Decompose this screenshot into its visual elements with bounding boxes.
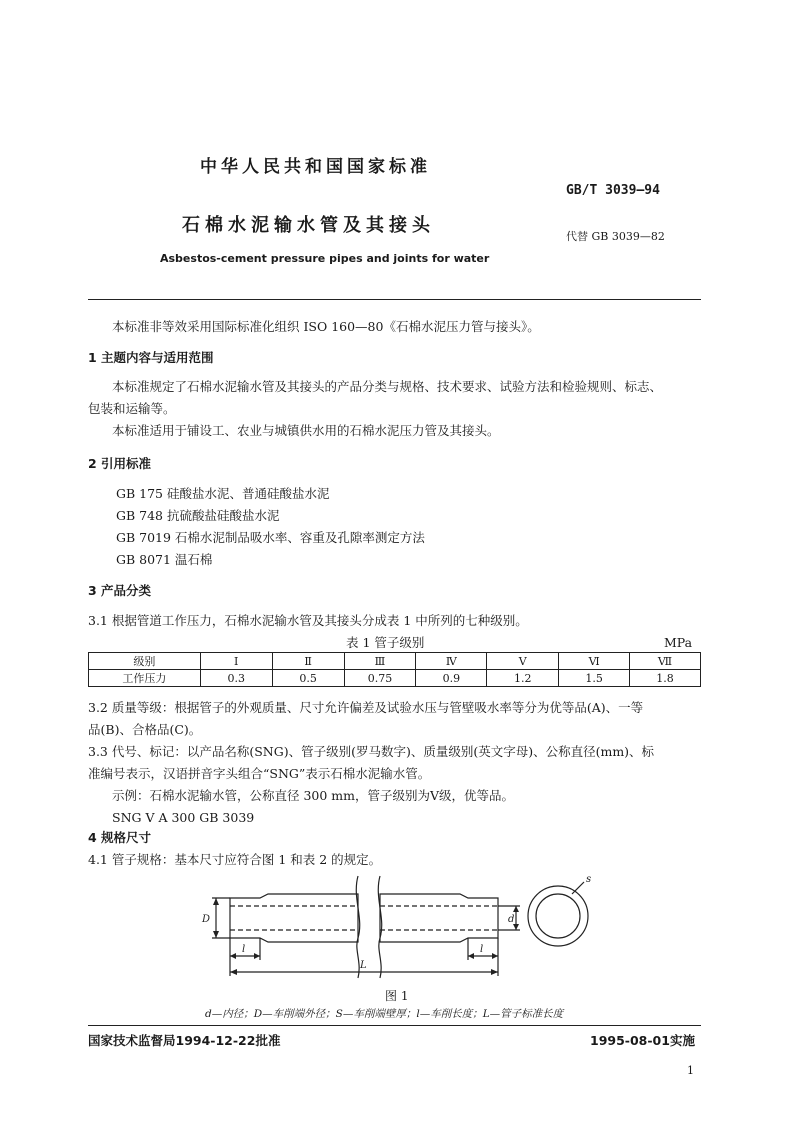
effective-date: 1995-08-01实施 [590,1033,695,1048]
label-L: L [360,960,367,971]
table-cell: 1.2 [487,670,559,687]
header-divider [88,299,701,300]
label-l-right: l [480,944,484,955]
table-header-cell: Ⅳ [416,653,487,670]
reference-item: GB 7019 石棉水泥制品吸水率、容重及孔隙率测定方法 [116,530,425,545]
table-1-title: 表 1 管子级别 [346,635,425,650]
table-cell: 1.5 [559,670,630,687]
section-1-paragraph-2: 本标准适用于铺设工、农业与城镇供水用的石棉水泥压力管及其接头。 [112,423,500,438]
section-outer-circle [528,886,588,946]
clause-3-3-marking: SNG Ⅴ A 300 GB 3039 [112,810,255,825]
table-header-cell: 级别 [89,653,201,670]
label-d: d [508,914,515,925]
section-2-heading: 2 引用标准 [88,456,152,471]
page-number: 1 [687,1064,694,1077]
table-cell: 工作压力 [89,670,201,687]
table-1-unit: MPa [664,635,693,650]
section-inner-circle [536,894,580,938]
section-1-heading: 1 主题内容与适用范围 [88,350,214,365]
table-cell: 1.8 [630,670,701,687]
table-header-cell: Ⅲ [344,653,416,670]
pipe-grade-table [88,652,701,687]
clause-3-3-example: 示例：石棉水泥输水管，公称直径 300 mm，管子级别为Ⅴ级，优等品。 [112,788,515,803]
reference-item: GB 175 硅酸盐水泥、普通硅酸盐水泥 [116,486,330,501]
table-header-cell: Ⅴ [487,653,559,670]
table-cell: 0.9 [416,670,487,687]
clause-3-1: 3.1 根据管道工作压力，石棉水泥输水管及其接头分成表 1 中所列的七种级别。 [88,613,528,628]
footer-divider [88,1025,701,1026]
clause-3-3-line-2: 准编号表示，汉语拼音字头组合“SNG”表示石棉水泥输水管。 [88,766,431,781]
pipe-right-body [380,894,498,942]
label-s: s [586,874,592,885]
document-title: 石棉水泥输水管及其接头 [182,215,435,236]
approval-date: 国家技术监督局1994-12-22批准 [88,1033,281,1048]
standard-code: GB/T 3039—94 [566,183,660,198]
figure-1-caption: d—内径；D—车削端外径；S—车削端壁厚；l—车削长度；L—管子标准长度 [205,1008,564,1020]
pipe-drawing-figure [190,868,610,988]
table-header-cell: Ⅱ [272,653,344,670]
table-header-cell: Ⅵ [559,653,630,670]
pipe-left-body [230,894,358,942]
section-1-paragraph-1b: 包装和运输等。 [88,401,176,416]
section-4-heading: 4 规格尺寸 [88,830,152,845]
table-header-row [89,653,701,670]
table-cell: 0.3 [200,670,272,687]
intro-paragraph: 本标准非等效采用国际标准化组织 ISO 160—80《石棉水泥压力管与接头》。 [112,319,540,334]
wall-leader-line [572,882,584,894]
table-cell: 0.75 [344,670,416,687]
table-header-cell: Ⅰ [200,653,272,670]
section-1-paragraph-1a: 本标准规定了石棉水泥输水管及其接头的产品分类与规格、技术要求、试验方法和检验规则、标志、 [112,379,663,394]
table-header-cell: Ⅶ [630,653,701,670]
clause-3-2-line-1: 3.2 质量等级：根据管子的外观质量、尺寸允许偏差及试验水压与管壁吸水率等分为优等品(A)、一等 [88,700,644,715]
clause-3-3-line-1: 3.3 代号、标记：以产品名称(SNG)、管子级别(罗马数字)、质量级别(英文字母)、公称直径(mm)、标 [88,744,655,759]
label-l-left: l [242,944,246,955]
section-3-heading: 3 产品分类 [88,583,152,598]
table-cell: 0.5 [272,670,344,687]
reference-item: GB 748 抗硫酸盐硅酸盐水泥 [116,508,280,523]
english-title: Asbestos-cement pressure pipes and joints for water [160,252,490,265]
clause-4-1: 4.1 管子规格：基本尺寸应符合图 1 和表 2 的规定。 [88,852,382,867]
clause-3-2-line-2: 品(B)、合格品(C)。 [88,722,202,737]
label-D: D [202,914,211,925]
national-standard-heading: 中华人民共和国国家标准 [200,157,431,177]
figure-1-title: 图 1 [385,989,409,1003]
table-row [89,670,701,687]
reference-item: GB 8071 温石棉 [116,552,213,567]
replaces-note: 代替 GB 3039—82 [566,230,665,243]
